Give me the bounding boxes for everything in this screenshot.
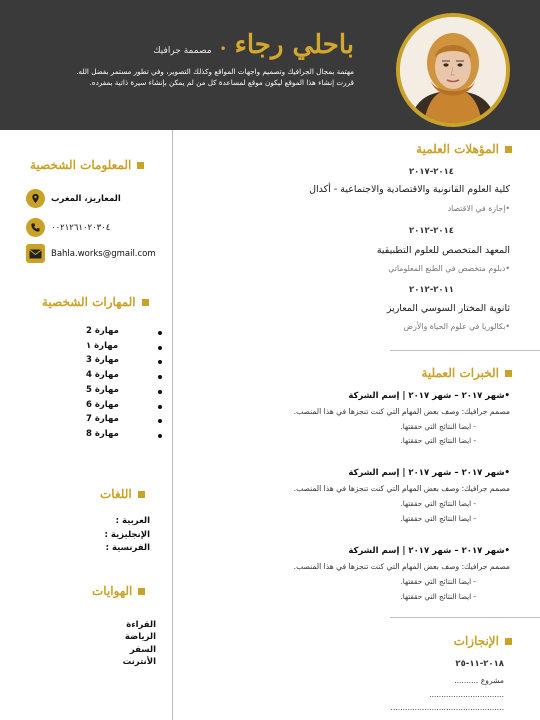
full-name: باحلي رجاء <box>234 30 354 60</box>
job-description: مصمم جرافيك: وصف بعض المهام التي كنت تنجزها في هذا المنصب. <box>293 562 510 571</box>
section-title: المعلومات الشخصية <box>30 158 132 172</box>
job-header: •شهر ٢٠١٧ – شهر ٢٠١٧ | إسم الشركة <box>348 391 510 401</box>
languages-heading <box>100 487 145 501</box>
hobby-item: القراءة <box>126 620 156 630</box>
edu-date: ٢٠١٤-٢٠١٧ <box>408 167 454 177</box>
edu-title: المعهد المتخصص للعلوم التطبيقية <box>376 245 510 256</box>
map-pin-icon <box>26 189 45 208</box>
edu-title: ثانوية المختار السوسي المعاريز <box>386 303 510 314</box>
skill-item: مهارة 8 <box>86 429 119 439</box>
section-title: المؤهلات العلمية <box>416 142 499 156</box>
edu-title: كلية العلوم القانونية والاقتصادية والاجتماعية - أكدال <box>309 184 510 195</box>
heading-square-icon <box>505 146 512 153</box>
edu-date: ٢٠١١-٢٠١٢ <box>408 285 454 295</box>
heading-square-icon <box>138 491 145 498</box>
job-header: •شهر ٢٠١٧ – شهر ٢٠١٧ | إسم الشركة <box>348 468 510 478</box>
edu-sub: •بكالوريا في علوم الحياة والأرض <box>403 322 510 331</box>
job-result: - ايضا النتائج التي حققتها. <box>400 499 476 508</box>
language-item: العربية : <box>115 516 150 526</box>
job-title: مصممة جرافيك <box>153 46 212 56</box>
job-description: مصمم جرافيك: وصف بعض المهام التي كنت تنجزها في هذا المنصب. <box>293 484 510 493</box>
section-divider <box>390 350 540 351</box>
heading-square-icon <box>142 299 149 306</box>
hobby-item: الرياضة <box>124 632 156 642</box>
bullet-icon <box>158 360 162 364</box>
job-result: - ايضا النتائج التي حققتها. <box>400 436 476 445</box>
skills-heading <box>42 295 149 309</box>
bullet-icon <box>158 375 162 379</box>
job-result: - ايضا النتائج التي حققتها. <box>400 514 476 523</box>
heading-square-icon <box>138 588 145 595</box>
heading-square-icon <box>505 370 512 377</box>
experience-heading <box>421 366 512 380</box>
section-title: اللغات <box>100 487 132 501</box>
phone-icon <box>26 218 45 237</box>
bullet-icon <box>158 419 162 423</box>
summary-line: قررت إنشاء هذا الموقع ليكون موقع لمساعدة كل من لم يمكن بإنشاء سيرة ذاتية بمفرده. <box>89 78 354 87</box>
section-title: المهارات الشخصية <box>42 295 136 309</box>
hobby-item: الأنترنت <box>122 657 156 667</box>
phone-text[interactable]: ٠٠٢١٢٦١٠٢٠٣٠٤ <box>51 222 111 233</box>
achievement-project: مشروع .......... <box>454 676 504 685</box>
education-heading <box>416 142 512 156</box>
language-item: الإنجليزية : <box>104 530 150 540</box>
location-text: المعاريز، المغرب <box>51 193 121 204</box>
achievement-detail: ............................................... <box>390 703 504 712</box>
section-title: الإنجازات <box>453 634 499 648</box>
job-result: - ايضا النتائج التي حققتها. <box>400 577 476 586</box>
job-result: - ايضا النتائج التي حققتها. <box>400 592 476 601</box>
skill-item: مهارة 3 <box>86 355 119 365</box>
heading-square-icon <box>137 162 144 169</box>
envelope-icon <box>26 244 45 263</box>
separator-dot: • <box>219 42 227 56</box>
skill-item: مهارة 4 <box>86 370 119 380</box>
summary-line: مهتمة بمجال الجرافيك وتصميم واجهات المواقع وكذلك التصوير، وفي تطور مستمر بفضل الله. <box>76 67 354 76</box>
heading-square-icon <box>505 638 512 645</box>
skill-item: مهارة ١ <box>86 341 119 351</box>
skill-item: مهارة 5 <box>86 385 119 395</box>
contact-location <box>26 189 121 208</box>
job-description: مصمم جرافيك: وصف بعض المهام التي كنت تنجزها في هذا المنصب. <box>293 407 510 416</box>
achievement-detail: ............................... <box>429 690 504 699</box>
edu-sub: •إجازة في الاقتصاد <box>447 204 510 213</box>
bullet-icon <box>158 346 162 350</box>
column-divider <box>172 130 173 720</box>
portrait-illustration <box>400 17 506 123</box>
hobbies-heading <box>92 584 145 598</box>
profile-photo <box>400 17 506 123</box>
email-link[interactable]: Bahla.works@gmail.com <box>51 248 156 259</box>
achievement-date: ٢٠١٨-١١-٢٥ <box>455 659 504 669</box>
bullet-icon <box>158 390 162 394</box>
skill-item: مهارة 6 <box>86 400 119 410</box>
bullet-icon <box>158 405 162 409</box>
language-item: الفرنسية : <box>105 543 150 553</box>
edu-sub: •دبلوم متخصص في الطبع المعلوماتي <box>388 264 510 273</box>
contact-email <box>26 244 156 263</box>
job-result: - ايضا النتائج التي حققتها. <box>400 422 476 431</box>
edu-date: ٢٠١٤-٢٠١٢ <box>408 226 454 236</box>
skill-item: مهارة 2 <box>86 326 119 336</box>
personal-info-heading <box>30 158 144 172</box>
bullet-icon <box>158 434 162 438</box>
job-header: •شهر ٢٠١٧ – شهر ٢٠١٧ | إسم الشركة <box>348 546 510 556</box>
name-row <box>153 30 354 60</box>
contact-phone <box>26 218 110 237</box>
bullet-icon <box>158 331 162 335</box>
hobby-item: السفر <box>129 645 156 655</box>
skill-item: مهارة 7 <box>86 414 119 424</box>
section-title: الخبرات العملية <box>421 366 499 380</box>
summary <box>64 66 354 88</box>
achievements-heading <box>454 634 512 648</box>
section-title: الهوايات <box>92 584 133 598</box>
section-divider <box>390 617 540 618</box>
